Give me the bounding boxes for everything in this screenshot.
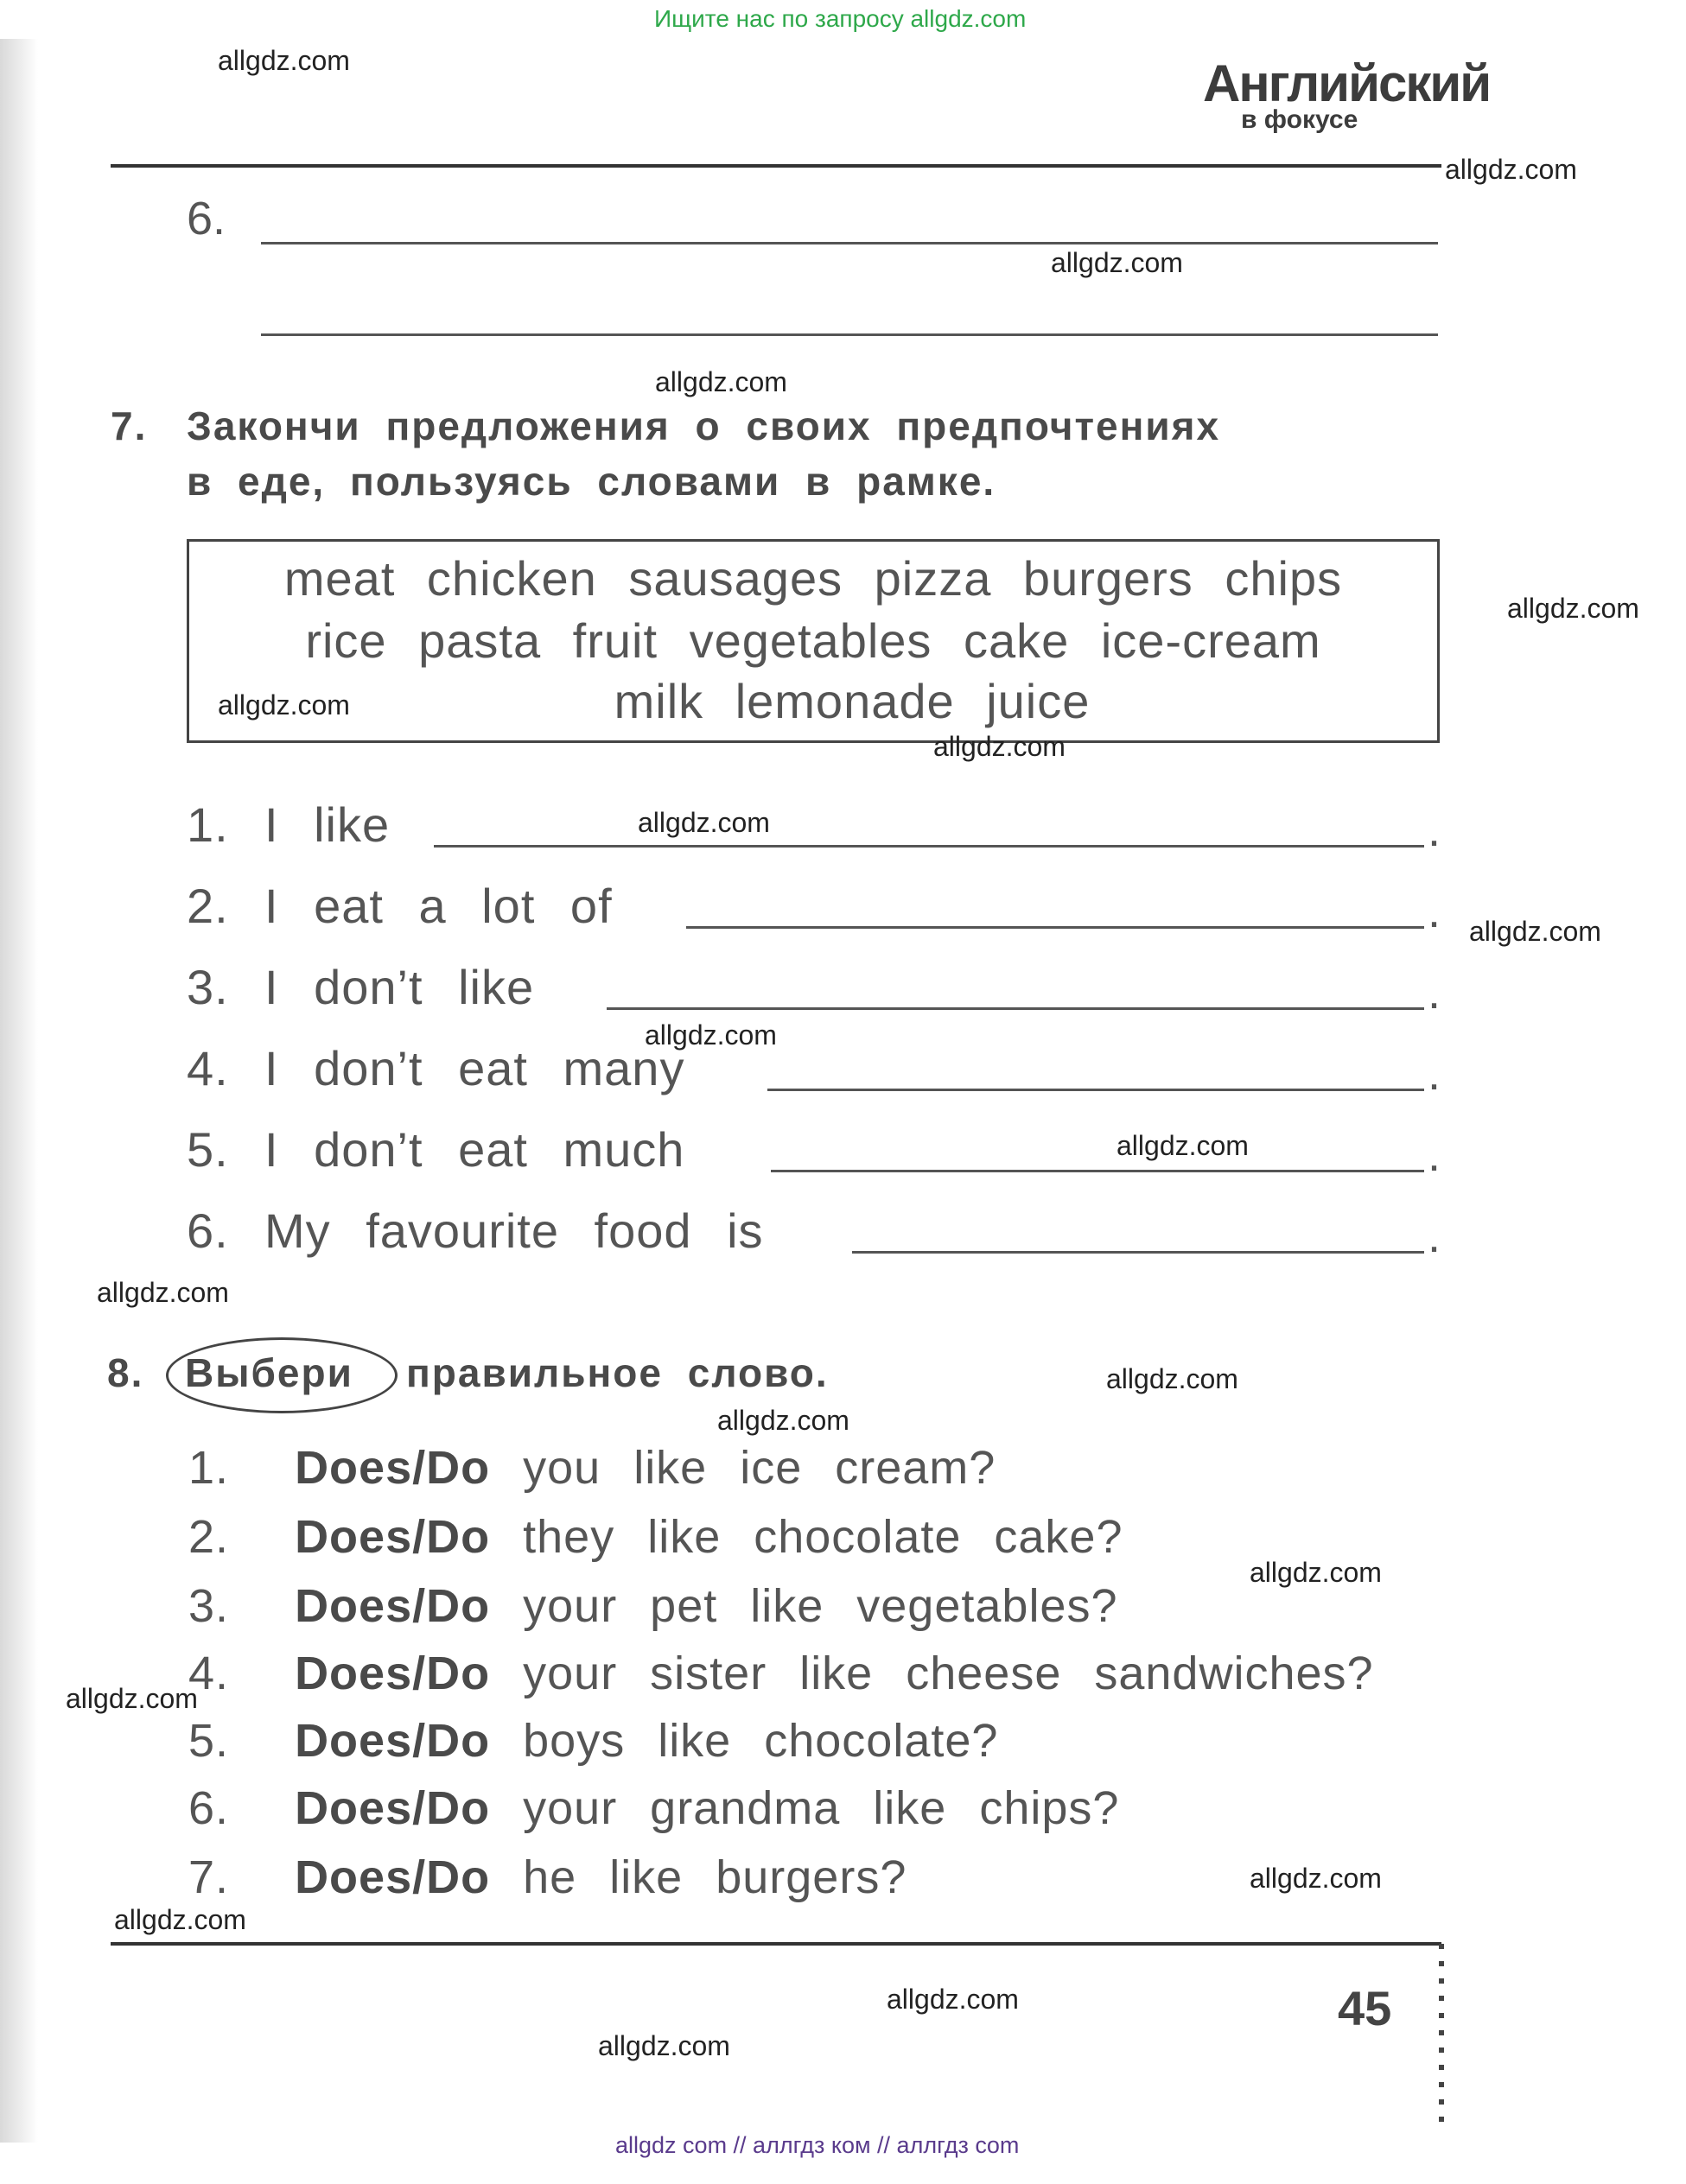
watermark: allgdz.com (655, 366, 787, 397)
answer-line[interactable] (771, 1170, 1424, 1172)
ex7-item-number: 3. (187, 960, 229, 1014)
period: . (1428, 804, 1441, 856)
answer-line[interactable] (852, 1251, 1424, 1254)
ex8-choice[interactable]: Does/Do (295, 1648, 491, 1699)
logo-title: Английский (1203, 54, 1491, 112)
watermark: allgdz.com (1469, 916, 1601, 947)
watermark: allgdz.com (887, 1984, 1019, 2015)
ex8-item-text: your pet like vegetables? (523, 1580, 1118, 1632)
ex8-item-text: your sister like cheese sandwiches? (523, 1648, 1374, 1699)
watermark: allgdz.com (66, 1683, 198, 1714)
ex8-choice[interactable]: Does/Do (295, 1715, 491, 1767)
word-box-line: meat chicken sausages pizza burgers chips (283, 551, 1343, 606)
ex7-item-text: I like (264, 797, 391, 852)
watermark: allgdz.com (598, 2030, 730, 2061)
footer-rule (111, 1942, 1441, 1946)
watermark: allgdz.com (218, 689, 350, 721)
ex8-choice[interactable]: Does/Do (295, 1442, 491, 1494)
exercise-8-number: 8. (107, 1350, 144, 1395)
word-box-line: rice pasta fruit vegetables cake ice-cream (305, 613, 1321, 668)
ex8-choice[interactable]: Does/Do (295, 1511, 491, 1563)
watermark: allgdz.com (1250, 1557, 1382, 1588)
ex8-item-text: they like chocolate cake? (523, 1511, 1123, 1563)
watermark: allgdz.com (645, 1019, 777, 1051)
ex8-item-text: you like ice cream? (523, 1442, 996, 1494)
ex8-item-text: he like burgers? (523, 1851, 907, 1903)
bottom-banner: allgdz com // аллгдз ком // аллгдз com (615, 2132, 1020, 2158)
ex7-item-text: I eat a lot of (264, 879, 613, 933)
ex7-item-number: 4. (187, 1041, 229, 1095)
dotted-edge (1439, 1944, 1444, 2125)
exercise-7-number: 7. (111, 403, 148, 448)
exercise-8-instruction: правильное слово. (406, 1350, 829, 1395)
watermark: allgdz.com (1051, 247, 1183, 278)
word-box (187, 539, 1440, 743)
exercise-7-instruction-line1: Закончи предложения о своих предпочтениях (187, 403, 1221, 448)
ex7-item-text: I don’t eat many (264, 1041, 685, 1095)
ex8-choice[interactable]: Does/Do (295, 1851, 491, 1903)
page-number: 45 (1338, 1981, 1392, 2035)
ex8-choice[interactable]: Does/Do (295, 1580, 491, 1632)
ex8-item-text: your grandma like chips? (523, 1782, 1120, 1834)
ex7-item-number: 2. (187, 879, 229, 933)
ex8-choice[interactable]: Does/Do (295, 1782, 491, 1834)
ex8-item-number: 4. (188, 1648, 230, 1699)
ex8-item-number: 2. (188, 1511, 230, 1563)
ex7-item-number: 6. (187, 1203, 229, 1258)
watermark: allgdz.com (1507, 593, 1639, 624)
watermark: allgdz.com (717, 1405, 849, 1436)
ex8-item-number: 1. (188, 1442, 230, 1494)
top-banner: Ищите нас по запросу allgdz.com (654, 5, 1027, 32)
ex8-item-text: boys like chocolate? (523, 1715, 999, 1767)
answer-line[interactable] (767, 1089, 1424, 1091)
answer-line[interactable] (434, 845, 1424, 848)
answer-line[interactable] (607, 1007, 1424, 1010)
ex8-item-number: 5. (188, 1715, 230, 1767)
watermark: allgdz.com (1250, 1863, 1382, 1894)
logo-subtitle: в фокусе (1241, 105, 1358, 134)
watermark: allgdz.com (933, 731, 1066, 762)
ex8-item-number: 6. (188, 1782, 230, 1834)
answer-line[interactable] (686, 926, 1424, 929)
watermark: allgdz.com (218, 45, 350, 76)
ex7-item-number: 1. (187, 797, 229, 852)
ex7-item-text: I don’t eat much (264, 1122, 685, 1177)
header-rule (111, 164, 1441, 168)
ex8-item-number: 3. (188, 1580, 230, 1632)
watermark: allgdz.com (1106, 1363, 1238, 1394)
period: . (1428, 886, 1441, 937)
period: . (1428, 1210, 1441, 1262)
period: . (1428, 1129, 1441, 1181)
prev-item-number: 6. (187, 193, 226, 244)
word-box-line: milk lemonade juice (614, 674, 1091, 728)
answer-line[interactable] (261, 333, 1438, 336)
watermark: allgdz.com (1445, 154, 1577, 185)
ex8-item-number: 7. (188, 1851, 230, 1903)
exercise-7-instruction-line2: в еде, пользуясь словами в рамке. (187, 459, 996, 504)
period: . (1428, 1048, 1441, 1100)
book-spine-shadow (0, 39, 38, 2143)
watermark: allgdz.com (97, 1277, 229, 1308)
ex7-item-number: 5. (187, 1122, 229, 1177)
ex7-item-text: I don’t like (264, 960, 535, 1014)
answer-line[interactable] (261, 242, 1438, 244)
watermark: allgdz.com (638, 807, 770, 838)
ex7-item-text: My favourite food is (264, 1203, 764, 1258)
period: . (1428, 967, 1441, 1019)
watermark: allgdz.com (1117, 1130, 1249, 1161)
exercise-8-circled-word: Выбери (185, 1350, 353, 1395)
watermark: allgdz.com (114, 1904, 246, 1935)
